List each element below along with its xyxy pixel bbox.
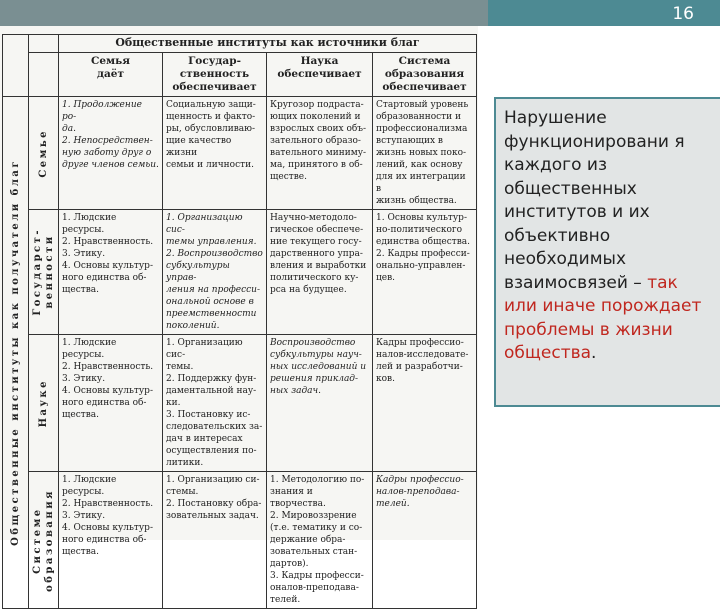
slide-number: 16 bbox=[672, 4, 694, 24]
scanned-table-image bbox=[0, 26, 478, 605]
header-science: Наука обеспечивает bbox=[277, 55, 362, 80]
table-cell: 1. Организацию си- стемы. 2. Постановку обра- зовательных задач. bbox=[166, 475, 262, 521]
table-cell: 1. Людские ресурсы. 2. Нравственность. 3. Этику. 4. Основы культур- ного единства об- щества. bbox=[62, 475, 154, 557]
table-cell: 1. Людские ресурсы. 2. Нравственность. 3. Этику. 4. Основы культур- ного единства об- щества. bbox=[62, 213, 154, 295]
side-label-recipients: Общественные институты как получатели благ bbox=[9, 159, 21, 546]
table-cell: 1. Продолжение ро- да. 2. Непосредствен- ную заботу друг о друге членов семьи. bbox=[62, 100, 159, 170]
table-caption: Общественные институты как источники благ bbox=[59, 35, 477, 53]
row-label-education: Системе образования bbox=[31, 488, 55, 592]
table-cell: Стартовый уровень образованности и профессионализма вступающих в жизнь новых поко- лений, как основу для их интеграции в жизнь общества. bbox=[376, 100, 469, 206]
institutions-table bbox=[2, 34, 477, 609]
slide-header-bar bbox=[0, 0, 720, 26]
table-cell: Воспроизводство субкультуры науч- ных исследований и решения приклад- ных задач. bbox=[270, 338, 367, 396]
callout-box bbox=[494, 97, 720, 407]
table-cell: 1. Людские ресурсы. 2. Нравственность. 3. Этику. 4. Основы культур- ного единства об- щества. bbox=[62, 338, 154, 420]
slide-header-image-strip bbox=[0, 0, 488, 26]
header-education: Система образования обеспечивает bbox=[382, 55, 467, 93]
table-cell: Социальную защи- щенность и факто- ры, обусловливаю- щие качество жизни семьи и личности. bbox=[166, 100, 256, 170]
table-cell: 1. Организацию сис- темы. 2. Поддержку фун- даментальной нау- ки. 3. Постановку ис- следовательских за- дач в интересах осуществления по- литики. bbox=[166, 338, 263, 468]
row-label-science: Науке bbox=[37, 378, 49, 428]
table-cell: Кругозор подраста- ющих поколений и взрослых своих объ- зательного образо- вательного миниму- ма, принятого в об- ществе. bbox=[270, 100, 367, 182]
header-family: Семья даёт bbox=[90, 55, 131, 80]
header-state: Государ- ственность обеспечивает bbox=[172, 55, 257, 93]
table-corner bbox=[3, 35, 29, 97]
table-corner-label bbox=[29, 53, 59, 97]
table-corner-top bbox=[29, 35, 59, 53]
table-cell: 1. Организацию сис- темы управления. 2. Воспроизводство субкультуры управ- ления на професси- ональной основе в преемственности поколений. bbox=[166, 213, 263, 331]
callout-period: . bbox=[591, 343, 597, 363]
callout-highlight: так или иначе порождает проблемы в жизни общества bbox=[504, 272, 702, 363]
table-cell: Научно-методоло- гическое обеспече- ние текущего госу- дарственного упра- вления и выработки политического ку- рса на будущее. bbox=[270, 213, 367, 295]
row-label-family: Семье bbox=[37, 128, 49, 178]
table-cell: 1. Методологию по- знания и творчества. 2. Мировоззрение (т.е. тематику и со- держание обра- зовательных стан- дартов). 3. Кадры професси- оналов-преподава- телей. bbox=[270, 475, 365, 605]
callout-text: Нарушение функционировани я каждого из общественных институтов и их объективно необходимых взаимосвязей – bbox=[504, 108, 685, 293]
table-cell: 1. Основы культур- но-политического единства общества. 2. Кадры професси- онально-управлен- цев. bbox=[376, 213, 471, 283]
table-cell: Кадры профессио- налов-исследовате- лей и разработчи- ков. bbox=[376, 338, 469, 384]
table-cell: Кадры профессио- налов-преподава- телей. bbox=[376, 475, 464, 509]
row-label-state: Государст- венности bbox=[31, 228, 55, 316]
